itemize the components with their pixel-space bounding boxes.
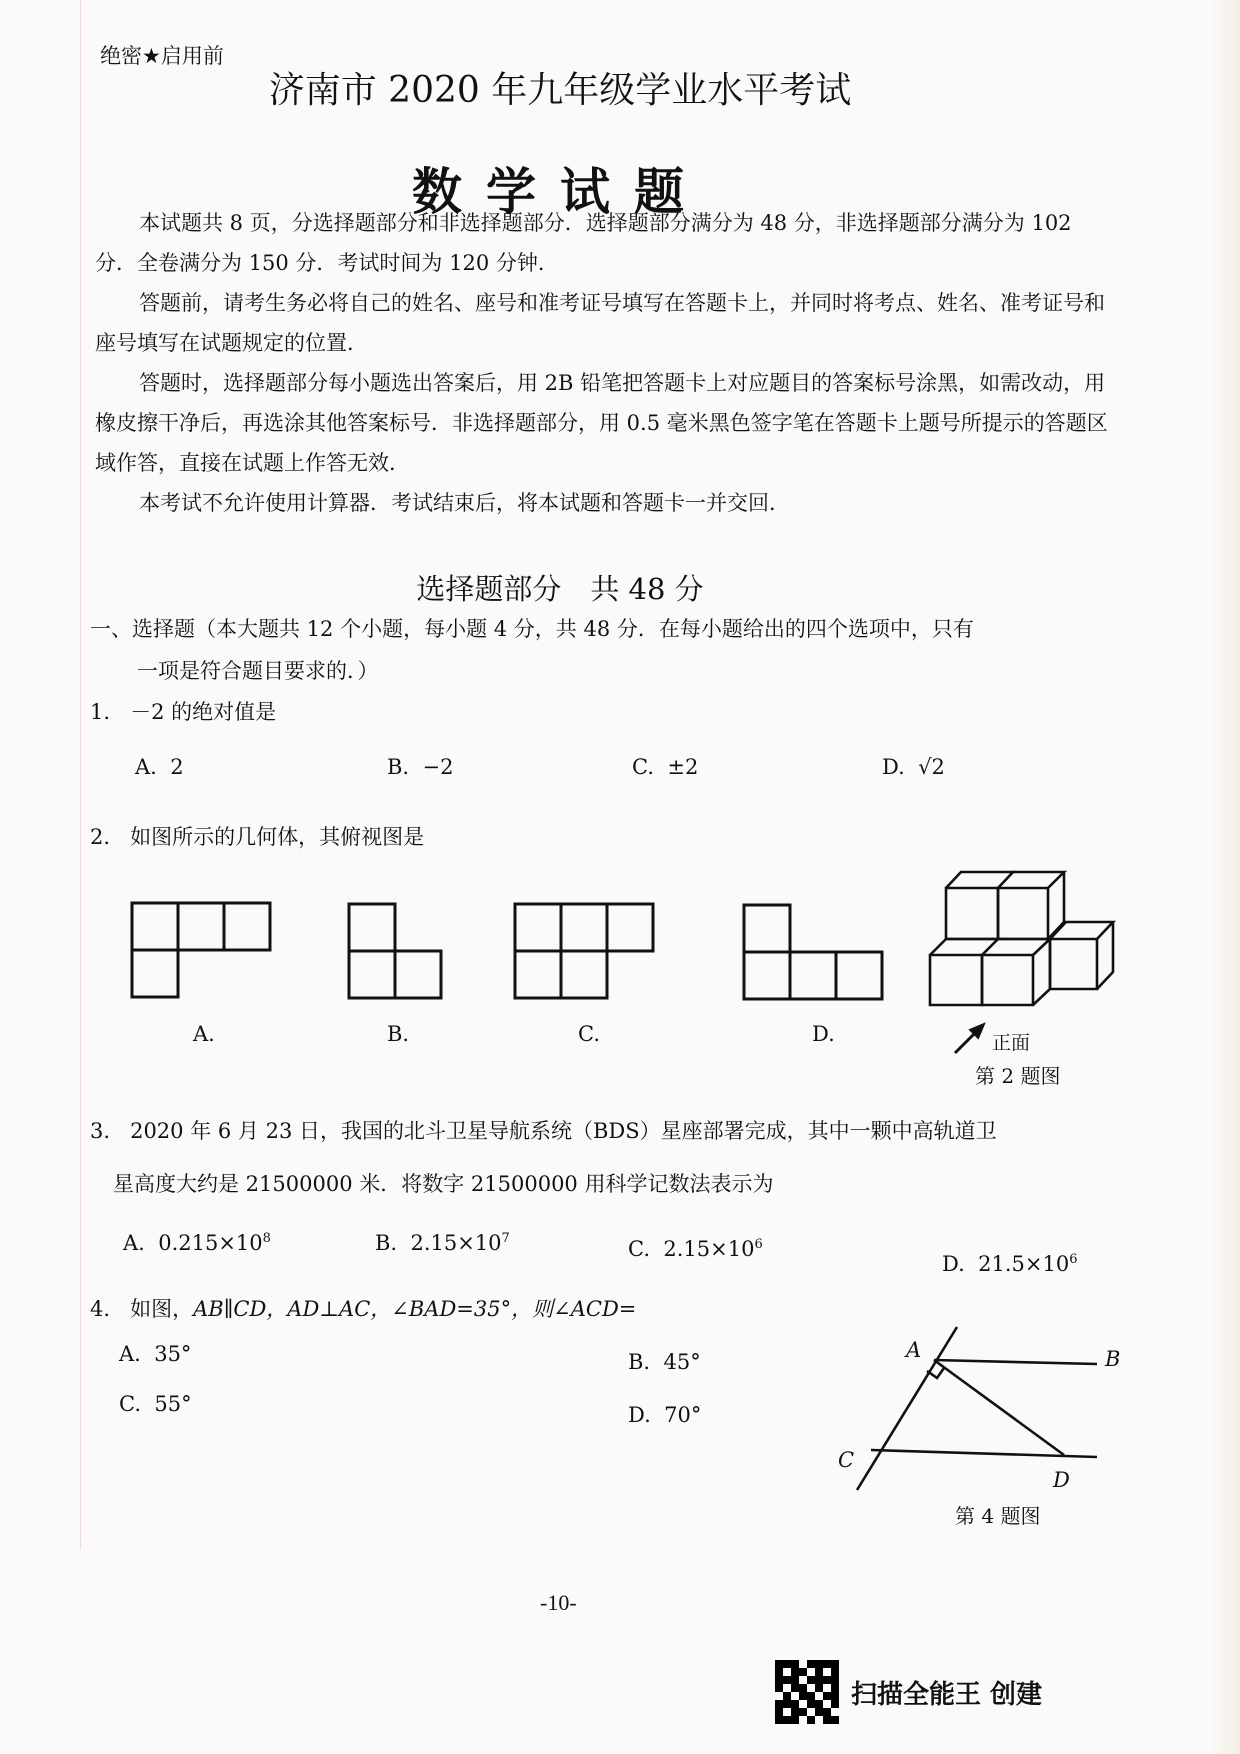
page-number: -10- xyxy=(540,1590,577,1615)
subject-title: 数学试题 xyxy=(412,163,708,221)
q4-option-b[interactable]: B. 45° xyxy=(628,1350,701,1374)
front-label: 正面 xyxy=(992,1032,1031,1054)
question-3-line2: 星高度大约是 21500000 米．将数字 21500000 用科学记数法表示为 xyxy=(113,1172,774,1196)
question-stem-prefix: 如图， xyxy=(130,1297,194,1321)
front-arrow-icon xyxy=(955,1025,983,1053)
question-stem-line1: 2020 年 6 月 23 日，我国的北斗卫星导航系统（BDS）星座部署完成，其中一颗中高轨道卫 xyxy=(130,1119,997,1143)
instruction-1: 本试题共 8 页，分选择题部分和非选择题部分．选择题部分满分为 48 分，非选择题部分满分为 102 分．全卷满分为 150 分．考试时间为 120 分钟． xyxy=(95,211,1072,275)
q4-geometry-figure xyxy=(857,1327,1097,1490)
q2-figure-a xyxy=(132,903,270,997)
point-d-label: D xyxy=(1053,1468,1070,1492)
section-title: 选择题部分 共 48 分 xyxy=(416,572,704,606)
section-heading-line2: 一项是符合题目要求的．） xyxy=(137,659,379,683)
question-4 xyxy=(90,1290,636,1328)
q2-option-b[interactable]: B. xyxy=(387,1022,410,1046)
question-number: 1. xyxy=(90,700,111,724)
qr-code-icon xyxy=(775,1660,839,1724)
point-a-label: A xyxy=(906,1338,922,1362)
figure-4-caption: 第 4 题图 xyxy=(955,1504,1041,1528)
q4-option-c[interactable]: C. 55° xyxy=(119,1392,192,1416)
section-heading-line1: 一、选择题（本大题共 12 个小题，每小题 4 分，共 48 分．在每小题给出的四个选项中，只有 xyxy=(90,617,974,641)
q1-option-c[interactable]: C. ±2 xyxy=(632,755,699,779)
question-number: 2. xyxy=(90,825,111,849)
question-number: 4. xyxy=(90,1297,111,1321)
q2-option-d[interactable]: D. xyxy=(812,1022,835,1046)
q3-option-b[interactable]: B. $2.15\times 10^7$ xyxy=(375,1231,510,1255)
point-b-label: B xyxy=(1105,1347,1121,1371)
q2-figure-b xyxy=(349,904,441,998)
question-3 xyxy=(90,1112,997,1150)
scanner-text: 扫描全能王 创建 xyxy=(851,1679,1043,1710)
q1-option-a[interactable]: A. 2 xyxy=(135,755,184,779)
question-number: 3. xyxy=(90,1119,111,1143)
q2-option-a[interactable]: A. xyxy=(193,1022,215,1046)
exam-title: 济南市 2020 年九年级学业水平考试 xyxy=(268,70,852,111)
q2-figure-c xyxy=(515,904,653,998)
q3-option-a[interactable]: A. $0.215\times 10^8$ xyxy=(123,1231,271,1255)
figure-2-caption: 第 2 题图 xyxy=(975,1064,1061,1088)
question-stem-math: AB∥CD，AD⊥AC，∠BAD=35°，则∠ACD= xyxy=(193,1297,637,1321)
q4-option-a[interactable]: A. 35° xyxy=(119,1342,192,1366)
instruction-2: 答题前，请考生务必将自己的姓名、座号和准考证号填写在答题卡上，并同时将考点、姓名、准考证号和座号填写在试题规定的位置． xyxy=(95,291,1105,355)
instruction-4: 本考试不允许使用计算器．考试结束后，将本试题和答题卡一并交回． xyxy=(139,491,790,515)
q3-option-d[interactable]: D. $21.5\times 10^6$ xyxy=(942,1252,1078,1276)
question-stem: －2 的绝对值是 xyxy=(130,700,277,724)
instruction-3: 答题时，选择题部分每小题选出答案后，用 2B 铅笔把答题卡上对应题目的答案标号涂黑，如需改动，用橡皮擦干净后，再选涂其他答案标号．非选择题部分，用 0.5 毫米黑色签字笔在答题卡上题号所提示的答题区域作答，直接在试题上作答无效． xyxy=(95,371,1108,475)
point-c-label: C xyxy=(838,1448,855,1472)
q2-option-c[interactable]: C. xyxy=(578,1022,600,1046)
q3-option-c[interactable]: C. $2.15\times 10^6$ xyxy=(628,1237,763,1261)
q2-solid-figure xyxy=(930,872,1113,1005)
scanner-watermark xyxy=(775,1660,1042,1724)
q1-option-d[interactable]: D. √2 xyxy=(882,755,945,779)
confidential-mark: 绝密★启用前 xyxy=(100,44,224,68)
q4-option-d[interactable]: D. 70° xyxy=(628,1403,702,1427)
q1-option-b[interactable]: B. −2 xyxy=(387,755,454,779)
question-stem: 如图所示的几何体，其俯视图是 xyxy=(130,825,425,849)
q2-figure-d xyxy=(744,905,882,999)
